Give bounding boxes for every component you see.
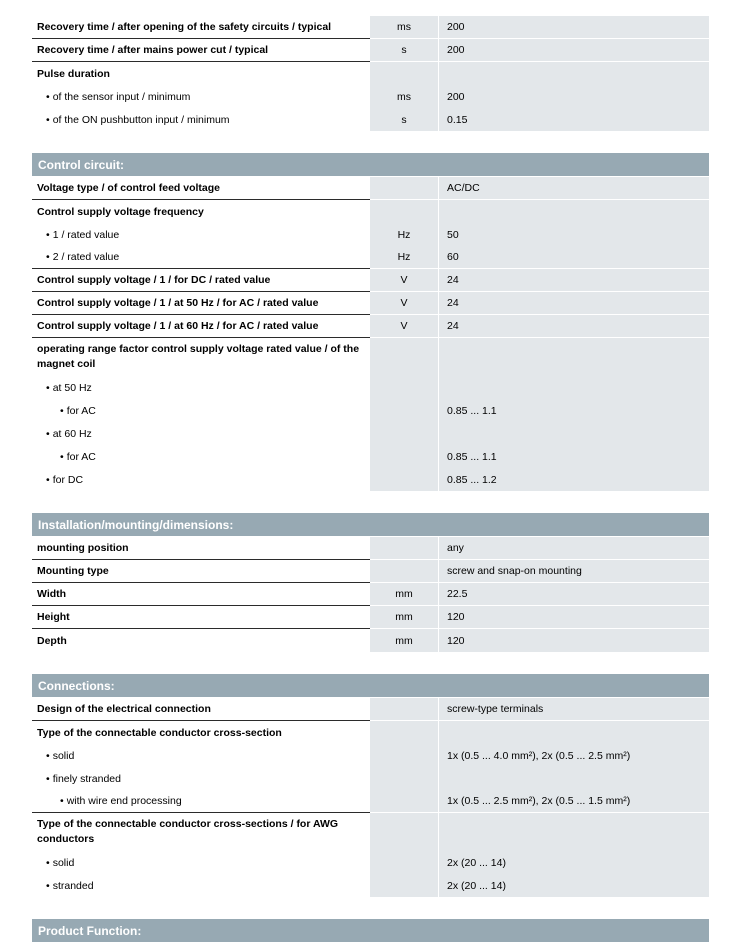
section-heading: Control circuit: — [32, 153, 709, 177]
spec-row — [32, 445, 709, 468]
spec-row — [32, 200, 709, 223]
spec-label-text: Recovery time / after opening of the safety circuits / typical — [37, 21, 332, 33]
spec-label-text: Control supply voltage frequency — [37, 205, 204, 218]
spec-value: 24 — [438, 269, 709, 292]
bullet-icon: • — [46, 856, 50, 869]
spec-label — [32, 445, 370, 468]
spec-value: 120 — [438, 629, 709, 652]
bullet-icon: • — [60, 404, 64, 417]
spec-label — [32, 39, 370, 62]
spec-label-text: Voltage type / of control feed voltage — [37, 182, 220, 194]
bullet-icon: • — [46, 90, 50, 103]
spec-sheet — [32, 16, 709, 943]
spec-unit: V — [370, 269, 438, 292]
spec-label-text: operating range factor control supply voltage rated value / of the magnet coil — [37, 343, 360, 370]
section-heading: Installation/mounting/dimensions: — [32, 513, 709, 537]
spec-row — [32, 813, 709, 851]
spec-unit — [370, 422, 438, 445]
spec-value: 1x (0.5 ... 2.5 mm²), 2x (0.5 ... 1.5 mm²) — [438, 790, 709, 813]
spec-value — [438, 62, 709, 85]
spec-label-text: Pulse duration — [37, 67, 110, 80]
spec-label — [32, 851, 370, 874]
spec-value: 50 — [438, 223, 709, 246]
spec-row — [32, 767, 709, 790]
spec-label — [32, 399, 370, 422]
bullet-icon: • — [46, 749, 50, 762]
spec-unit: Hz — [370, 223, 438, 246]
spec-row — [32, 177, 709, 200]
spec-row — [32, 851, 709, 874]
spec-label — [32, 376, 370, 399]
spec-unit — [370, 376, 438, 399]
spec-label — [32, 721, 370, 744]
spec-row — [32, 422, 709, 445]
spec-row — [32, 108, 709, 131]
spec-row — [32, 85, 709, 108]
spec-label — [32, 422, 370, 445]
spec-value: 22.5 — [438, 583, 709, 606]
spec-value: 24 — [438, 292, 709, 315]
spec-unit — [370, 338, 438, 376]
spec-unit — [370, 537, 438, 560]
spec-unit — [370, 767, 438, 790]
spec-row — [32, 246, 709, 269]
spec-label-text: Type of the connectable conductor cross-sections / for AWG conductors — [37, 818, 339, 845]
spec-value: 1x (0.5 ... 4.0 mm²), 2x (0.5 ... 2.5 mm²) — [438, 744, 709, 767]
spec-row — [32, 269, 709, 292]
spec-row — [32, 698, 709, 721]
spec-label — [32, 292, 370, 315]
spec-label-text: for DC — [52, 473, 84, 486]
spec-row — [32, 62, 709, 85]
spec-row — [32, 39, 709, 62]
spec-label-text: of the ON pushbutton input / minimum — [52, 113, 230, 126]
spec-label — [32, 246, 370, 269]
spec-label — [32, 813, 370, 851]
spec-value — [438, 376, 709, 399]
spec-value — [438, 422, 709, 445]
spec-row — [32, 560, 709, 583]
spec-value: any — [438, 537, 709, 560]
spec-unit: ms — [370, 85, 438, 108]
spec-value: 200 — [438, 39, 709, 62]
spec-row — [32, 874, 709, 897]
spec-unit — [370, 445, 438, 468]
section-gap — [32, 897, 709, 919]
spec-row — [32, 583, 709, 606]
spec-value: 200 — [438, 16, 709, 39]
spec-unit — [370, 200, 438, 223]
spec-label-text: Width — [37, 588, 67, 600]
spec-label-text: Depth — [37, 634, 67, 647]
spec-label-text: solid — [52, 749, 75, 762]
spec-label — [32, 62, 370, 85]
spec-row — [32, 606, 709, 629]
spec-label — [32, 606, 370, 629]
spec-row — [32, 629, 709, 652]
spec-row — [32, 790, 709, 813]
bullet-icon: • — [46, 772, 50, 785]
spec-label-text: with wire end processing — [66, 795, 182, 807]
spec-value — [438, 338, 709, 376]
spec-unit: mm — [370, 583, 438, 606]
spec-unit: s — [370, 108, 438, 131]
spec-label — [32, 16, 370, 39]
bullet-icon: • — [46, 879, 50, 892]
spec-unit — [370, 813, 438, 851]
spec-unit: ms — [370, 16, 438, 39]
bullet-icon: • — [46, 427, 50, 440]
spec-unit — [370, 790, 438, 813]
spec-value: screw-type terminals — [438, 698, 709, 721]
spec-label — [32, 200, 370, 223]
spec-label — [32, 629, 370, 652]
spec-value: 2x (20 ... 14) — [438, 874, 709, 897]
spec-unit: s — [370, 39, 438, 62]
bullet-icon: • — [60, 450, 64, 463]
spec-label — [32, 560, 370, 583]
spec-label-text: 1 / rated value — [52, 228, 120, 241]
spec-label — [32, 790, 370, 813]
spec-label — [32, 767, 370, 790]
spec-row — [32, 223, 709, 246]
spec-label-text: Control supply voltage / 1 / at 50 Hz / for AC / rated value — [37, 297, 319, 309]
spec-value: 200 — [438, 85, 709, 108]
spec-label-text: at 50 Hz — [52, 381, 92, 394]
spec-label — [32, 269, 370, 292]
section-heading: Product Function: — [32, 919, 709, 943]
spec-row — [32, 315, 709, 338]
spec-label-text: Design of the electrical connection — [37, 703, 211, 715]
spec-row — [32, 537, 709, 560]
spec-row — [32, 744, 709, 767]
spec-unit — [370, 468, 438, 491]
spec-label — [32, 85, 370, 108]
spec-label-text: at 60 Hz — [52, 427, 92, 440]
spec-label — [32, 108, 370, 131]
spec-label-text: Recovery time / after mains power cut / typical — [37, 44, 269, 56]
spec-value: 0.85 ... 1.1 — [438, 399, 709, 422]
spec-label — [32, 583, 370, 606]
spec-value: 0.85 ... 1.1 — [438, 445, 709, 468]
spec-unit — [370, 62, 438, 85]
spec-label-text: Type of the connectable conductor cross-section — [37, 726, 282, 739]
spec-label-text: 2 / rated value — [52, 251, 120, 263]
spec-value: 0.15 — [438, 108, 709, 131]
spec-unit: Hz — [370, 246, 438, 269]
spec-label-text: stranded — [52, 879, 94, 892]
bullet-icon: • — [46, 381, 50, 394]
spec-label-text: Control supply voltage / 1 / at 60 Hz / for AC / rated value — [37, 320, 319, 332]
section-gap — [32, 131, 709, 153]
spec-unit — [370, 177, 438, 200]
spec-value: 60 — [438, 246, 709, 269]
spec-unit: V — [370, 315, 438, 338]
spec-label-text: solid — [52, 856, 75, 869]
spec-label-text: of the sensor input / minimum — [52, 90, 191, 103]
spec-label — [32, 177, 370, 200]
spec-unit: mm — [370, 629, 438, 652]
spec-row — [32, 338, 709, 376]
spec-row — [32, 292, 709, 315]
bullet-icon: • — [46, 228, 50, 241]
spec-label-text: Mounting type — [37, 565, 109, 577]
spec-label-text: Height — [37, 611, 70, 623]
spec-row — [32, 16, 709, 39]
spec-value — [438, 200, 709, 223]
bullet-icon: • — [46, 251, 50, 263]
spec-unit — [370, 744, 438, 767]
section-gap — [32, 491, 709, 513]
spec-label — [32, 744, 370, 767]
spec-value: 2x (20 ... 14) — [438, 851, 709, 874]
spec-value: screw and snap-on mounting — [438, 560, 709, 583]
spec-unit — [370, 560, 438, 583]
spec-unit — [370, 851, 438, 874]
spec-value: 120 — [438, 606, 709, 629]
spec-label-text: finely stranded — [52, 772, 121, 785]
spec-row — [32, 721, 709, 744]
spec-label — [32, 537, 370, 560]
spec-label-text: mounting position — [37, 542, 129, 554]
spec-value: 24 — [438, 315, 709, 338]
spec-row — [32, 399, 709, 422]
spec-label-text: Control supply voltage / 1 / for DC / rated value — [37, 274, 271, 286]
spec-unit — [370, 874, 438, 897]
spec-unit — [370, 698, 438, 721]
spec-value — [438, 721, 709, 744]
spec-label — [32, 338, 370, 376]
spec-row — [32, 468, 709, 491]
spec-value — [438, 767, 709, 790]
bullet-icon: • — [46, 473, 50, 486]
spec-value — [438, 813, 709, 851]
spec-label-text: for AC — [66, 404, 96, 417]
spec-unit: V — [370, 292, 438, 315]
spec-label — [32, 698, 370, 721]
spec-label — [32, 315, 370, 338]
bullet-icon: • — [46, 113, 50, 126]
spec-label — [32, 874, 370, 897]
bullet-icon: • — [60, 795, 64, 807]
spec-label — [32, 223, 370, 246]
spec-value: 0.85 ... 1.2 — [438, 468, 709, 491]
spec-label — [32, 468, 370, 491]
section-gap — [32, 652, 709, 674]
spec-label-text: for AC — [66, 450, 96, 463]
section-heading: Connections: — [32, 674, 709, 698]
spec-row — [32, 376, 709, 399]
spec-unit: mm — [370, 606, 438, 629]
spec-unit — [370, 399, 438, 422]
spec-unit — [370, 721, 438, 744]
spec-value: AC/DC — [438, 177, 709, 200]
